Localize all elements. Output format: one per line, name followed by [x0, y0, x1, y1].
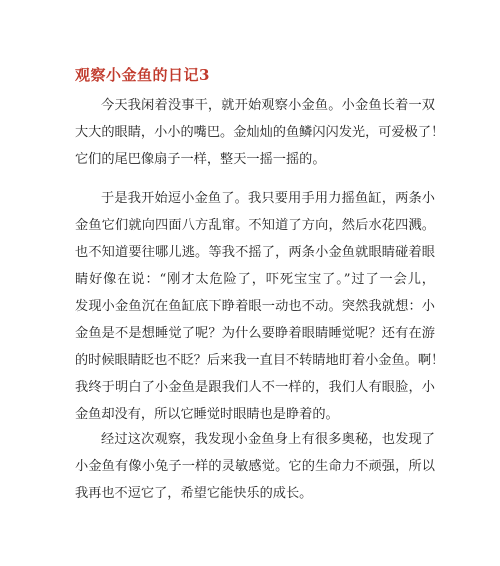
text-line: 大大的眼睛，小小的嘴巴。金灿灿的鱼鳞闪闪发光，可爱极了！: [75, 125, 445, 140]
text-line: 金鱼是不是想睡觉了呢？为什么要睁着眼睛睡觉呢？还有在游: [75, 326, 435, 341]
text-line: 的时候眼睛眨也不眨？后来我一直目不转睛地盯着小金鱼。啊！: [75, 353, 445, 368]
document-title: 观察小金鱼的日记3: [75, 66, 210, 84]
paragraph-3: [75, 426, 435, 507]
text-line: 它们的尾巴像扇子一样，整天一摇一摇的。: [75, 152, 326, 167]
text-line: 金鱼却没有，所以它睡觉时眼睛也是睁着的。: [75, 407, 339, 422]
text-line: 睛好像在说：“刚才太危险了，吓死宝宝了。”过了一会儿，: [75, 272, 435, 287]
text-line: 发现小金鱼沉在鱼缸底下睁着眼一动也不动。突然我就想：小: [75, 299, 435, 314]
text-line: 于是我开始逗小金鱼了。我只要用手用力摇鱼缸，两条小: [101, 191, 435, 206]
paragraph-2: [75, 185, 445, 428]
paragraph-1: [75, 92, 445, 173]
text-line: 也不知道要往哪儿逃。等我不摇了，两条小金鱼就眼睛碰着眼: [75, 245, 435, 260]
text-line: 我终于明白了小金鱼是跟我们人不一样的，我们人有眼脸，小: [75, 380, 435, 395]
text-line: 经过这次观察，我发现小金鱼身上有很多奥秘，也发现了: [101, 432, 435, 447]
text-line: 金鱼它们就向四面八方乱窜。不知道了方向，然后水花四溅。: [75, 218, 435, 233]
text-line: 小金鱼有像小兔子一样的灵敏感觉。它的生命力不顽强，所以: [75, 459, 435, 474]
text-line: 今天我闲着没事干，就开始观察小金鱼。小金鱼长着一双: [101, 98, 435, 113]
text-line: 我再也不逗它了，希望它能快乐的成长。: [75, 486, 313, 501]
